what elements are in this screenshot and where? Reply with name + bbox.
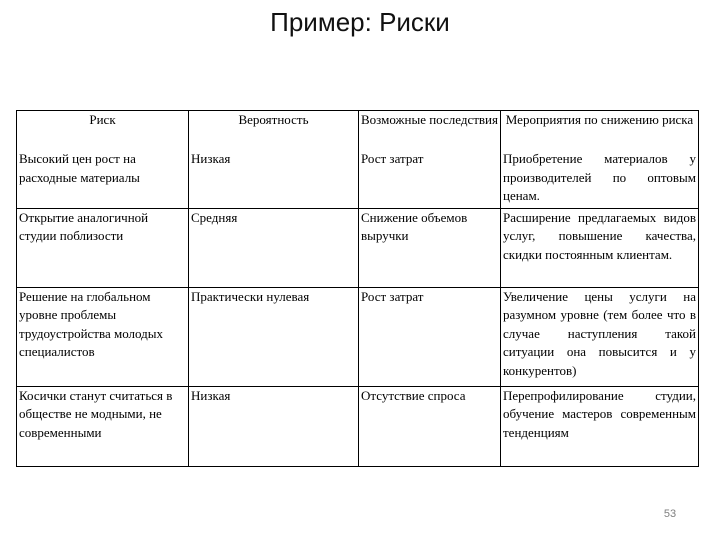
cell-risk: Решение на глобальном уровне проблемы трудоустройства молодых специалистов [17, 287, 189, 386]
cell-risk: Косички станут считаться в обществе не модными, не современными [17, 386, 189, 466]
cell-consequences: Снижение объемов выручки [359, 208, 501, 287]
header-risk: Риск [17, 111, 189, 151]
slide-title: Пример: Риски [270, 7, 450, 37]
header-measures: Мероприятия по снижению риска [501, 111, 699, 151]
table-row [17, 287, 699, 386]
cell-measures: Перепрофилирование студии, обучение мастеров современным тенденциям [501, 386, 699, 466]
cell-consequences: Отсутствие спроса [359, 386, 501, 466]
cell-consequences: Рост затрат [359, 287, 501, 386]
cell-measures: Приобретение материалов у производителей по оптовым ценам. [501, 150, 699, 208]
risk-table [16, 110, 699, 467]
page-number: 53 [663, 508, 677, 520]
cell-measures: Расширение предлагаемых видов услуг, повышение качества, скидки постоянным клиентам. [501, 208, 699, 287]
cell-probability: Низкая [189, 386, 359, 466]
cell-risk: Высокий цен рост на расходные материалы [17, 150, 189, 208]
table-row [17, 386, 699, 466]
table-row [17, 208, 699, 287]
cell-probability: Практически нулевая [189, 287, 359, 386]
cell-probability: Низкая [189, 150, 359, 208]
header-probability: Вероятность [189, 111, 359, 151]
cell-risk: Открытие аналогичной студии поблизости [17, 208, 189, 287]
cell-measures: Увеличение цены услуги на разумном уровне (тем более что в случае наступления такой ситуации она повысится и у конкурентов) [501, 287, 699, 386]
table-row [17, 150, 699, 208]
cell-probability: Средняя [189, 208, 359, 287]
cell-consequences: Рост затрат [359, 150, 501, 208]
table-header-row [17, 111, 699, 151]
header-consequences: Возможные последствия [359, 111, 501, 151]
